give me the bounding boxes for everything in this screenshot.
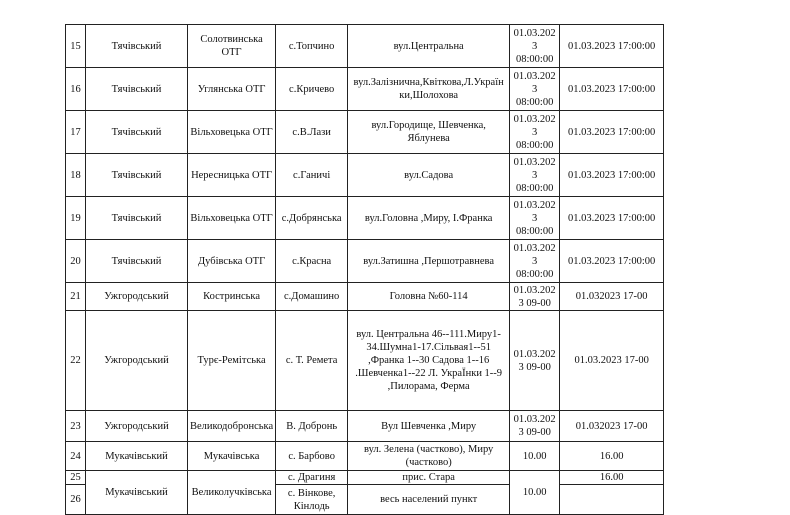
district-cell: Тячівський bbox=[86, 240, 188, 283]
row-number: 26 bbox=[66, 485, 86, 515]
village-cell: с. Драгиня bbox=[276, 471, 348, 485]
end-time-cell: 01.03.2023 17:00:00 bbox=[560, 68, 664, 111]
district-cell: Ужгородський bbox=[86, 411, 188, 442]
table-row bbox=[66, 111, 664, 154]
table-row bbox=[66, 311, 664, 411]
end-time-cell: 16.00 bbox=[560, 471, 664, 485]
end-time-cell: 01.032023 17-00 bbox=[560, 283, 664, 311]
district-cell: Тячівський bbox=[86, 154, 188, 197]
row-number: 16 bbox=[66, 68, 86, 111]
table-row bbox=[66, 471, 664, 485]
district-cell: Тячівський bbox=[86, 68, 188, 111]
end-time-cell: 01.032023 17-00 bbox=[560, 411, 664, 442]
row-number: 20 bbox=[66, 240, 86, 283]
start-time-cell: 01.03.202 3 09-00 bbox=[510, 311, 560, 411]
village-cell: с.Домашино bbox=[276, 283, 348, 311]
end-time-cell: 01.03.2023 17:00:00 bbox=[560, 240, 664, 283]
table-row bbox=[66, 68, 664, 111]
start-time-cell: 01.03.202 3 08:00:00 bbox=[510, 154, 560, 197]
community-cell: Великолучківська bbox=[188, 471, 276, 515]
row-number: 24 bbox=[66, 442, 86, 471]
streets-cell: прис. Стара bbox=[348, 471, 510, 485]
community-cell: Турє-Ремітська bbox=[188, 311, 276, 411]
village-cell: с. Барбово bbox=[276, 442, 348, 471]
table-row bbox=[66, 411, 664, 442]
district-cell: Тячівський bbox=[86, 197, 188, 240]
community-cell: Костринська bbox=[188, 283, 276, 311]
streets-cell: вул.Затишна ,Першотравнева bbox=[348, 240, 510, 283]
village-cell: с.В.Лази bbox=[276, 111, 348, 154]
table-row bbox=[66, 154, 664, 197]
row-number: 17 bbox=[66, 111, 86, 154]
row-number: 18 bbox=[66, 154, 86, 197]
streets-cell: вул.Головна ,Миру, І.Франка bbox=[348, 197, 510, 240]
streets-cell: вул. Центральна 46--111.Миру1-34.Шумна1-17.Сільвая1--51 ,Франка 1--30 Садова 1--16 .Шевченка1--22 Л. УкраЇнки 1--9 ,Пилорама, Ферма bbox=[348, 311, 510, 411]
community-cell: Вільховецька ОТГ bbox=[188, 111, 276, 154]
village-cell: с.Красна bbox=[276, 240, 348, 283]
streets-cell: вул. Зелена (частково), Миру (частково) bbox=[348, 442, 510, 471]
streets-cell: весь населений пункт bbox=[348, 485, 510, 515]
start-time-cell: 01.03.202 3 08:00:00 bbox=[510, 111, 560, 154]
district-cell: Ужгородський bbox=[86, 311, 188, 411]
streets-cell: вул.Садова bbox=[348, 154, 510, 197]
streets-cell: вул.Залізнична,Квіткова,Л.Україн ки,Шолохова bbox=[348, 68, 510, 111]
district-cell: Тячівський bbox=[86, 25, 188, 68]
start-time-cell: 01.03.202 3 08:00:00 bbox=[510, 25, 560, 68]
streets-cell: Головна №60-114 bbox=[348, 283, 510, 311]
start-time-cell: 01.03.202 3 08:00:00 bbox=[510, 197, 560, 240]
village-cell: В. Добронь bbox=[276, 411, 348, 442]
table-row bbox=[66, 283, 664, 311]
end-time-cell: 01.03.2023 17:00:00 bbox=[560, 111, 664, 154]
streets-cell: Вул Шевченка ,Миру bbox=[348, 411, 510, 442]
community-cell: Солотвинська ОТГ bbox=[188, 25, 276, 68]
row-number: 19 bbox=[66, 197, 86, 240]
start-time-cell: 10.00 bbox=[510, 471, 560, 515]
end-time-cell: 01.03.2023 17-00 bbox=[560, 311, 664, 411]
community-cell: Нересницька ОТГ bbox=[188, 154, 276, 197]
row-number: 23 bbox=[66, 411, 86, 442]
village-cell: с. Вінкове, Кінлодь bbox=[276, 485, 348, 515]
village-cell: с.Кричево bbox=[276, 68, 348, 111]
streets-cell: вул.Центральна bbox=[348, 25, 510, 68]
end-time-cell: 01.03.2023 17:00:00 bbox=[560, 154, 664, 197]
community-cell: Великодобронська bbox=[188, 411, 276, 442]
village-cell: с. Т. Ремета bbox=[276, 311, 348, 411]
community-cell: Вільховецька ОТГ bbox=[188, 197, 276, 240]
end-time-cell: 16.00 bbox=[560, 442, 664, 471]
district-cell: Тячівський bbox=[86, 111, 188, 154]
district-cell: Мукачівський bbox=[86, 471, 188, 515]
start-time-cell: 01.03.202 3 09-00 bbox=[510, 283, 560, 311]
table-row bbox=[66, 240, 664, 283]
row-number: 22 bbox=[66, 311, 86, 411]
row-number: 15 bbox=[66, 25, 86, 68]
end-time-cell bbox=[560, 485, 664, 515]
table-row bbox=[66, 197, 664, 240]
start-time-cell: 01.03.202 3 08:00:00 bbox=[510, 68, 560, 111]
streets-cell: вул.Городище, Шевченка, Яблунева bbox=[348, 111, 510, 154]
community-cell: Углянська ОТГ bbox=[188, 68, 276, 111]
row-number: 25 bbox=[66, 471, 86, 485]
table-row bbox=[66, 442, 664, 471]
row-number: 21 bbox=[66, 283, 86, 311]
end-time-cell: 01.03.2023 17:00:00 bbox=[560, 197, 664, 240]
outage-schedule-table bbox=[65, 24, 664, 515]
end-time-cell: 01.03.2023 17:00:00 bbox=[560, 25, 664, 68]
district-cell: Ужгородський bbox=[86, 283, 188, 311]
start-time-cell: 01.03.202 3 08:00:00 bbox=[510, 240, 560, 283]
village-cell: с.Добрянська bbox=[276, 197, 348, 240]
table-row bbox=[66, 25, 664, 68]
start-time-cell: 10.00 bbox=[510, 442, 560, 471]
community-cell: Мукачівська bbox=[188, 442, 276, 471]
community-cell: Дубівська ОТГ bbox=[188, 240, 276, 283]
village-cell: с.Топчино bbox=[276, 25, 348, 68]
village-cell: с.Ганичі bbox=[276, 154, 348, 197]
district-cell: Мукачівський bbox=[86, 442, 188, 471]
start-time-cell: 01.03.202 3 09-00 bbox=[510, 411, 560, 442]
